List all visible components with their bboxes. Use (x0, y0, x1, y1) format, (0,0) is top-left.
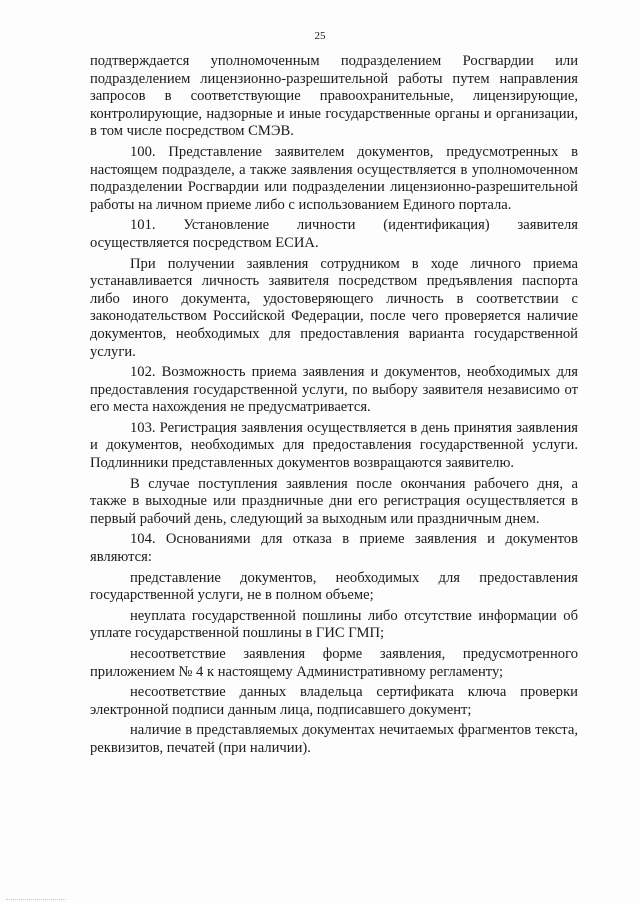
refusal-ground-unreadable: наличие в представляемых документах нечитаемых фрагментов текста, реквизитов, печатей (при наличии). (90, 722, 578, 756)
paragraph-103: 103. Регистрация заявления осуществляется в день принятия заявления и документов, необходимых для предоставления государственной услуги. Подлинники представленных документов возвращаются заявителю. (90, 419, 578, 472)
page-number: 25 (314, 30, 326, 42)
refusal-ground-no-fee: неуплата государственной пошлины либо отсутствие информации об уплате государственной пошлины в ГИС ГМП; (90, 607, 578, 642)
refusal-ground-signature-mismatch: несоответствие данных владельца сертификата ключа проверки электронной подписи данным лица, подписавшего документ; (90, 684, 578, 718)
refusal-ground-form-mismatch: несоответствие заявления форме заявления, предусмотренного приложением № 4 к настоящему Административному регламенту; (90, 646, 578, 680)
paragraph-continuation: подтверждается уполномоченным подразделением Росгвардии или подразделением лицензионно-разрешительной работы путем направления запросов в соответствующие правоохранительные, лицензирующие, контролирующие, надзорные и иные государственные органы и организации, в том числе посредством СМЭВ. (90, 53, 578, 140)
refusal-ground-incomplete: представление документов, необходимых для предоставления государственной услуги, не в полном объеме; (90, 569, 578, 604)
paragraph-101: 101. Установление личности (идентификация) заявителя осуществляется посредством ЕСИА. (90, 217, 578, 251)
paragraph-after-hours: В случае поступления заявления после окончания рабочего дня, а также в выходные или праздничные дни его регистрация осуществляется в первый рабочий день, следующий за выходным или праздничным днем. (90, 475, 578, 527)
scan-artifact (6, 899, 66, 901)
paragraph-identity-check: При получении заявления сотрудником в ходе личного приема устанавливается личность заявителя посредством предъявления паспорта либо иного документа, удостоверяющего личность в соответствии с законодательством Российской Федерации, после чего проверяется наличие документов, необходимых для предоставления варианта государственной услуги. (90, 255, 578, 360)
body-text (90, 53, 578, 761)
paragraph-100: 100. Представление заявителем документов, предусмотренных в настоящем подразделе, а также заявления осуществляется в уполномоченном подразделении Росгвардии или подразделении лицензионно-разрешительной работы на личном приеме либо с использованием Единого портала. (90, 143, 578, 213)
paragraph-104: 104. Основаниями для отказа в приеме заявления и документов являются: (90, 531, 578, 566)
paragraph-102: 102. Возможность приема заявления и документов, необходимых для предоставления государственной услуги, по выбору заявителя независимо от его места нахождения не предусматривается. (90, 364, 578, 416)
